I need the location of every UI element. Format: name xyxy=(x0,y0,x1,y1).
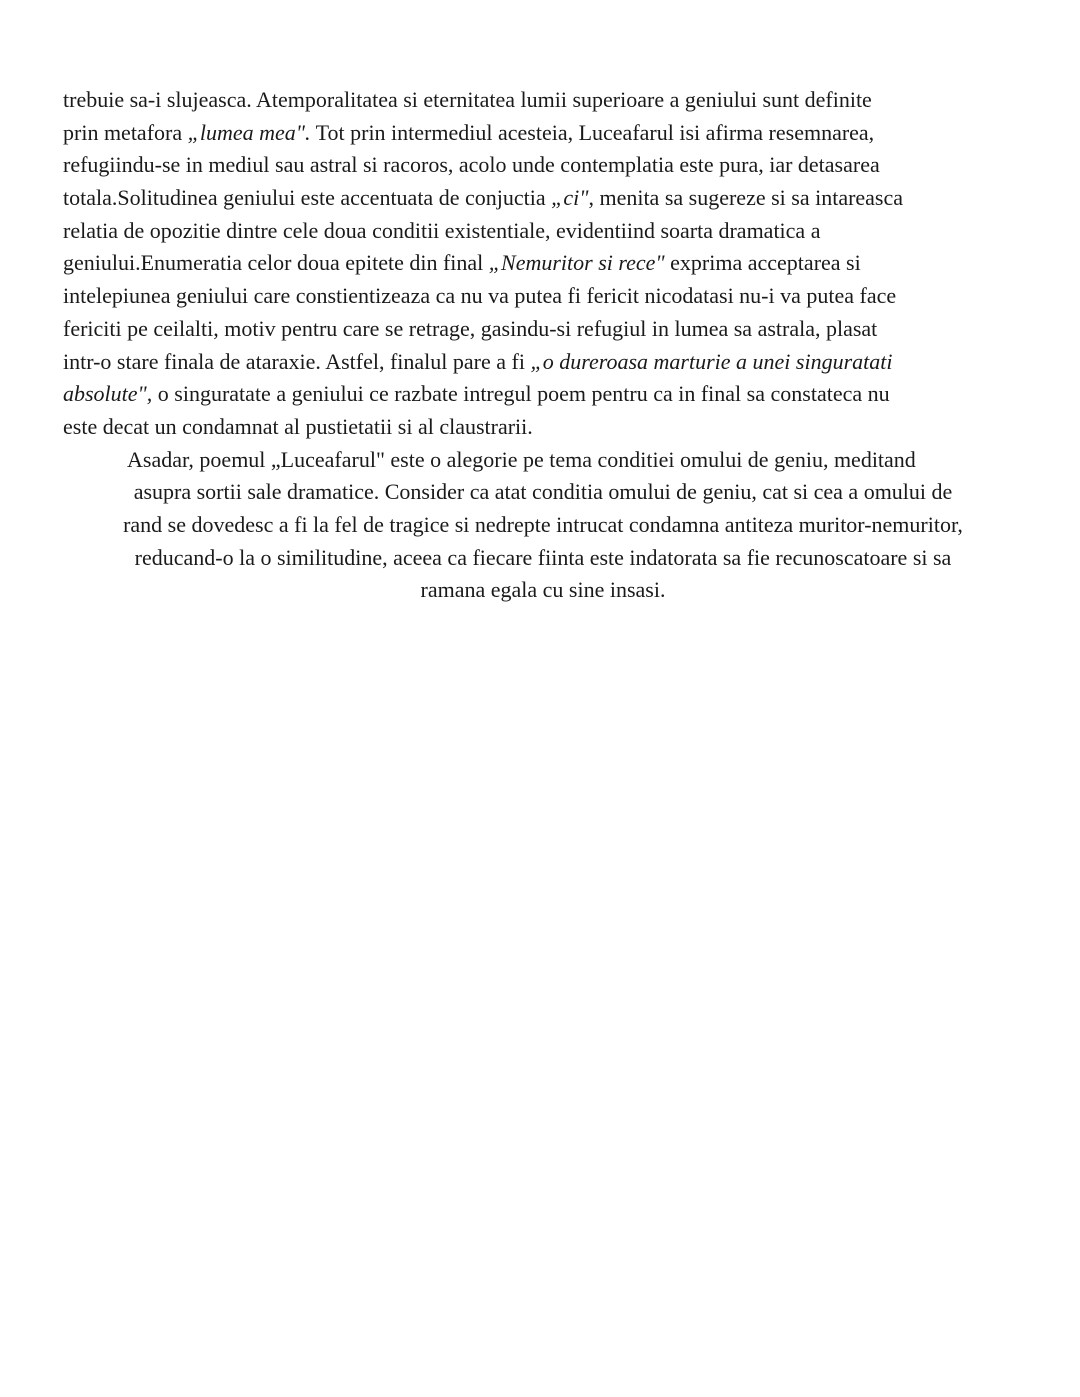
text-line: asupra sortii sale dramatice. Consider ca atat conditia omului de geniu, cat si cea a omului de xyxy=(133,479,953,505)
text-segment: , menita sa sugereze si sa intareasca xyxy=(588,185,904,211)
text-line: rand se dovedesc a fi la fel de tragice si nedrepte intrucat condamna antiteza muritor-nemuritor, xyxy=(123,511,963,537)
document-page xyxy=(63,84,1023,607)
text-line: ramana egala cu sine insasi. xyxy=(420,577,666,603)
text-segment: prin metafora xyxy=(63,119,188,145)
text-segment: fericiti pe ceilalti, motiv pentru care se retrage, gasindu-si refugiul in lumea sa astrala, plasat xyxy=(63,315,878,341)
italic-quote: „lumea mea". xyxy=(187,119,311,145)
text-line xyxy=(63,215,1023,248)
italic-quote: absolute", xyxy=(63,381,153,407)
text-line: Asadar, poemul „Luceafarul" este o alegorie pe tema conditiei omului de geniu, meditand xyxy=(127,446,916,472)
italic-quote: „Nemuritor si rece" xyxy=(488,250,665,276)
text-line: reducand-o la o similitudine, aceea ca fiecare fiinta este indatorata sa fie recunoscatoare si sa xyxy=(134,544,952,570)
text-line xyxy=(63,411,1023,444)
text-line xyxy=(63,247,1023,280)
text-segment: refugiindu-se in mediul sau astral si racoros, acolo unde contemplatia este pura, iar detasarea xyxy=(63,152,880,178)
text-segment: intr-o stare finala de ataraxie. Astfel, finalul pare a fi xyxy=(63,348,531,374)
body-paragraph xyxy=(63,84,1023,444)
text-segment: relatia de opozitie dintre cele doua conditii existentiale, evidentiind soarta dramatica a xyxy=(63,217,821,243)
text-line xyxy=(63,149,1023,182)
text-line xyxy=(63,346,1023,379)
text-segment: o singuratate a geniului ce razbate intregul poem pentru ca in final sa constateca nu xyxy=(152,381,890,407)
text-line xyxy=(63,84,1023,117)
text-line xyxy=(63,313,1023,346)
text-segment: totala.Solitudinea geniului este accentuata de conjuctia xyxy=(63,185,552,211)
text-line xyxy=(63,378,1023,411)
italic-quote: „o dureroasa marturie a unei singuratati xyxy=(530,348,893,374)
conclusion-paragraph xyxy=(63,444,1023,607)
text-segment: trebuie sa-i slujeasca. Atemporalitatea si eternitatea lumii superioare a geniului sunt definite xyxy=(63,87,872,112)
text-line xyxy=(63,280,1023,313)
text-line xyxy=(63,182,1023,215)
text-segment: este decat un condamnat al pustietatii si al claustrarii. xyxy=(63,413,533,439)
italic-quote: „ci" xyxy=(551,185,589,211)
text-segment: exprima acceptarea si xyxy=(664,250,861,276)
text-segment: Tot prin intermediul acesteia, Luceafarul isi afirma resemnarea, xyxy=(310,119,875,145)
text-segment: geniului.Enumeratia celor doua epitete din final xyxy=(63,250,489,276)
text-line xyxy=(63,117,1023,150)
text-segment: intelepiunea geniului care constientizeaza ca nu va putea fi fericit nicodatasi nu-i va putea face xyxy=(63,283,897,309)
